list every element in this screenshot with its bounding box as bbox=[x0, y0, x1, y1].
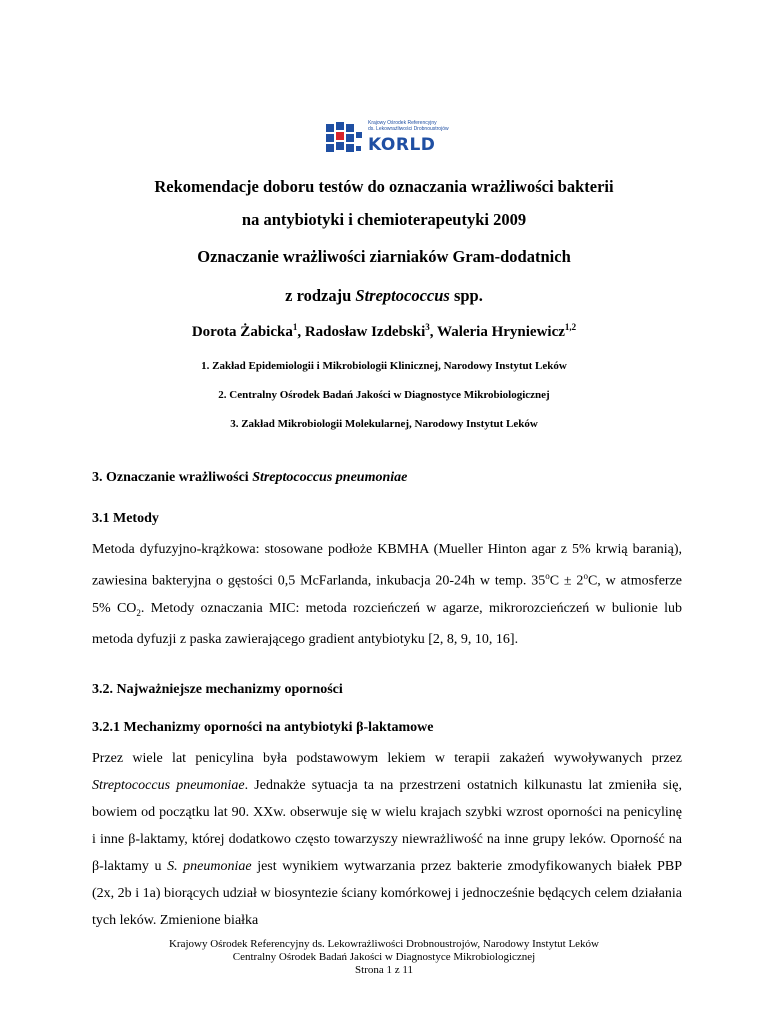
logo-name: KORLD bbox=[368, 135, 436, 155]
page-number: Strona 1 z 11 bbox=[355, 964, 413, 976]
document-title-line-3: Oznaczanie wrażliwości ziarniaków Gram-dodatnich bbox=[197, 247, 571, 266]
document-title-line-1: Rekomendacje doboru testów do oznaczania wrażliwości bakterii bbox=[154, 177, 614, 196]
logo-subtitle: Krajowy Ośrodek Referencyjny ds. Lekowrażliwości Drobnoustrojów bbox=[368, 120, 449, 132]
affiliation-1: 1. Zakład Epidemiologii i Mikrobiologii Klinicznej, Narodowy Instytut Leków bbox=[201, 360, 567, 372]
korld-logo bbox=[302, 100, 468, 168]
affiliation-2: 2. Centralny Ośrodek Badań Jakości w Diagnostyce Mikrobiologicznej bbox=[218, 389, 550, 401]
affiliation-3: 3. Zakład Mikrobiologii Molekularnej, Narodowy Instytut Leków bbox=[230, 418, 538, 430]
section-3-2-1-heading: 3.2.1 Mechanizmy oporności na antybiotyki β-laktamowe bbox=[92, 720, 434, 735]
document-title-line-2: na antybiotyki i chemioterapeutyki 2009 bbox=[241, 210, 527, 229]
authors: Dorota Żabicka$^1$, Radosław Izdebski$^3$, Waleria Hryniewicz$^{1,2}$ bbox=[191, 322, 577, 340]
beta-lactam-paragraph: Przez wiele lat penicylina była podstawowym lekiem w terapii zakażeń wywoływanych przez Streptococcus pneumoniae. Jednakże sytuacja ta na przestrzeni ostatnich kilkunastu lat zmieniła się, bowiem od początku lat 90. XXw. obserwuje się w wielu krajach szybki wzrost oporności na penicylinę i inne β-laktamy, której dodatkowo często towarzyszy niewrażliwość na inne grupy leków. Oporność na β-laktamy u S. pneumoniae jest wynikiem wytwarzania przez bakterie zmodyfikowanych białek PBP (2x, 2b i 1a) biorących udział w biosyntezie ściany komórkowej i jednocześnie będących celem działania tych leków. Zmienione białka bbox=[92, 751, 682, 928]
section-3-2-heading: 3.2. Najważniejsze mechanizmy oporności bbox=[92, 682, 343, 697]
korld-logo-mark-icon bbox=[324, 120, 364, 156]
section-3-1-heading: 3.1 Metody bbox=[92, 511, 159, 526]
section-3-heading: 3. Oznaczanie wrażliwości Streptococcus pneumoniae bbox=[92, 470, 408, 485]
footer-line-2: Centralny Ośrodek Badań Jakości w Diagnostyce Mikrobiologicznej bbox=[232, 951, 536, 963]
footer-line-1: Krajowy Ośrodek Referencyjny ds. Lekowrażliwości Drobnoustrojów, Narodowy Instytut Leków bbox=[168, 938, 600, 950]
document-title-line-4: z rodzaju Streptococcus spp. bbox=[285, 286, 483, 305]
methods-paragraph: Metoda dyfuzyjno-krążkowa: stosowane podłoże KBMHA (Mueller Hinton agar z 5% krwią baranią), zawiesina bakteryjna o gęstości 0,5 McFarlanda, inkubacja 20-24h w temp. $35^oC \pm 2^oC$, w atmosferze 5% $CO_2$. Metody oznaczania MIC: metoda rozcieńczeń w agarze, mikrorozcieńczeń w bulionie lub metoda dyfuzji z paska zawierającego gradient antybiotyku [2, 8, 9, 10, 16]. bbox=[92, 542, 682, 648]
page-footer bbox=[0, 938, 768, 977]
